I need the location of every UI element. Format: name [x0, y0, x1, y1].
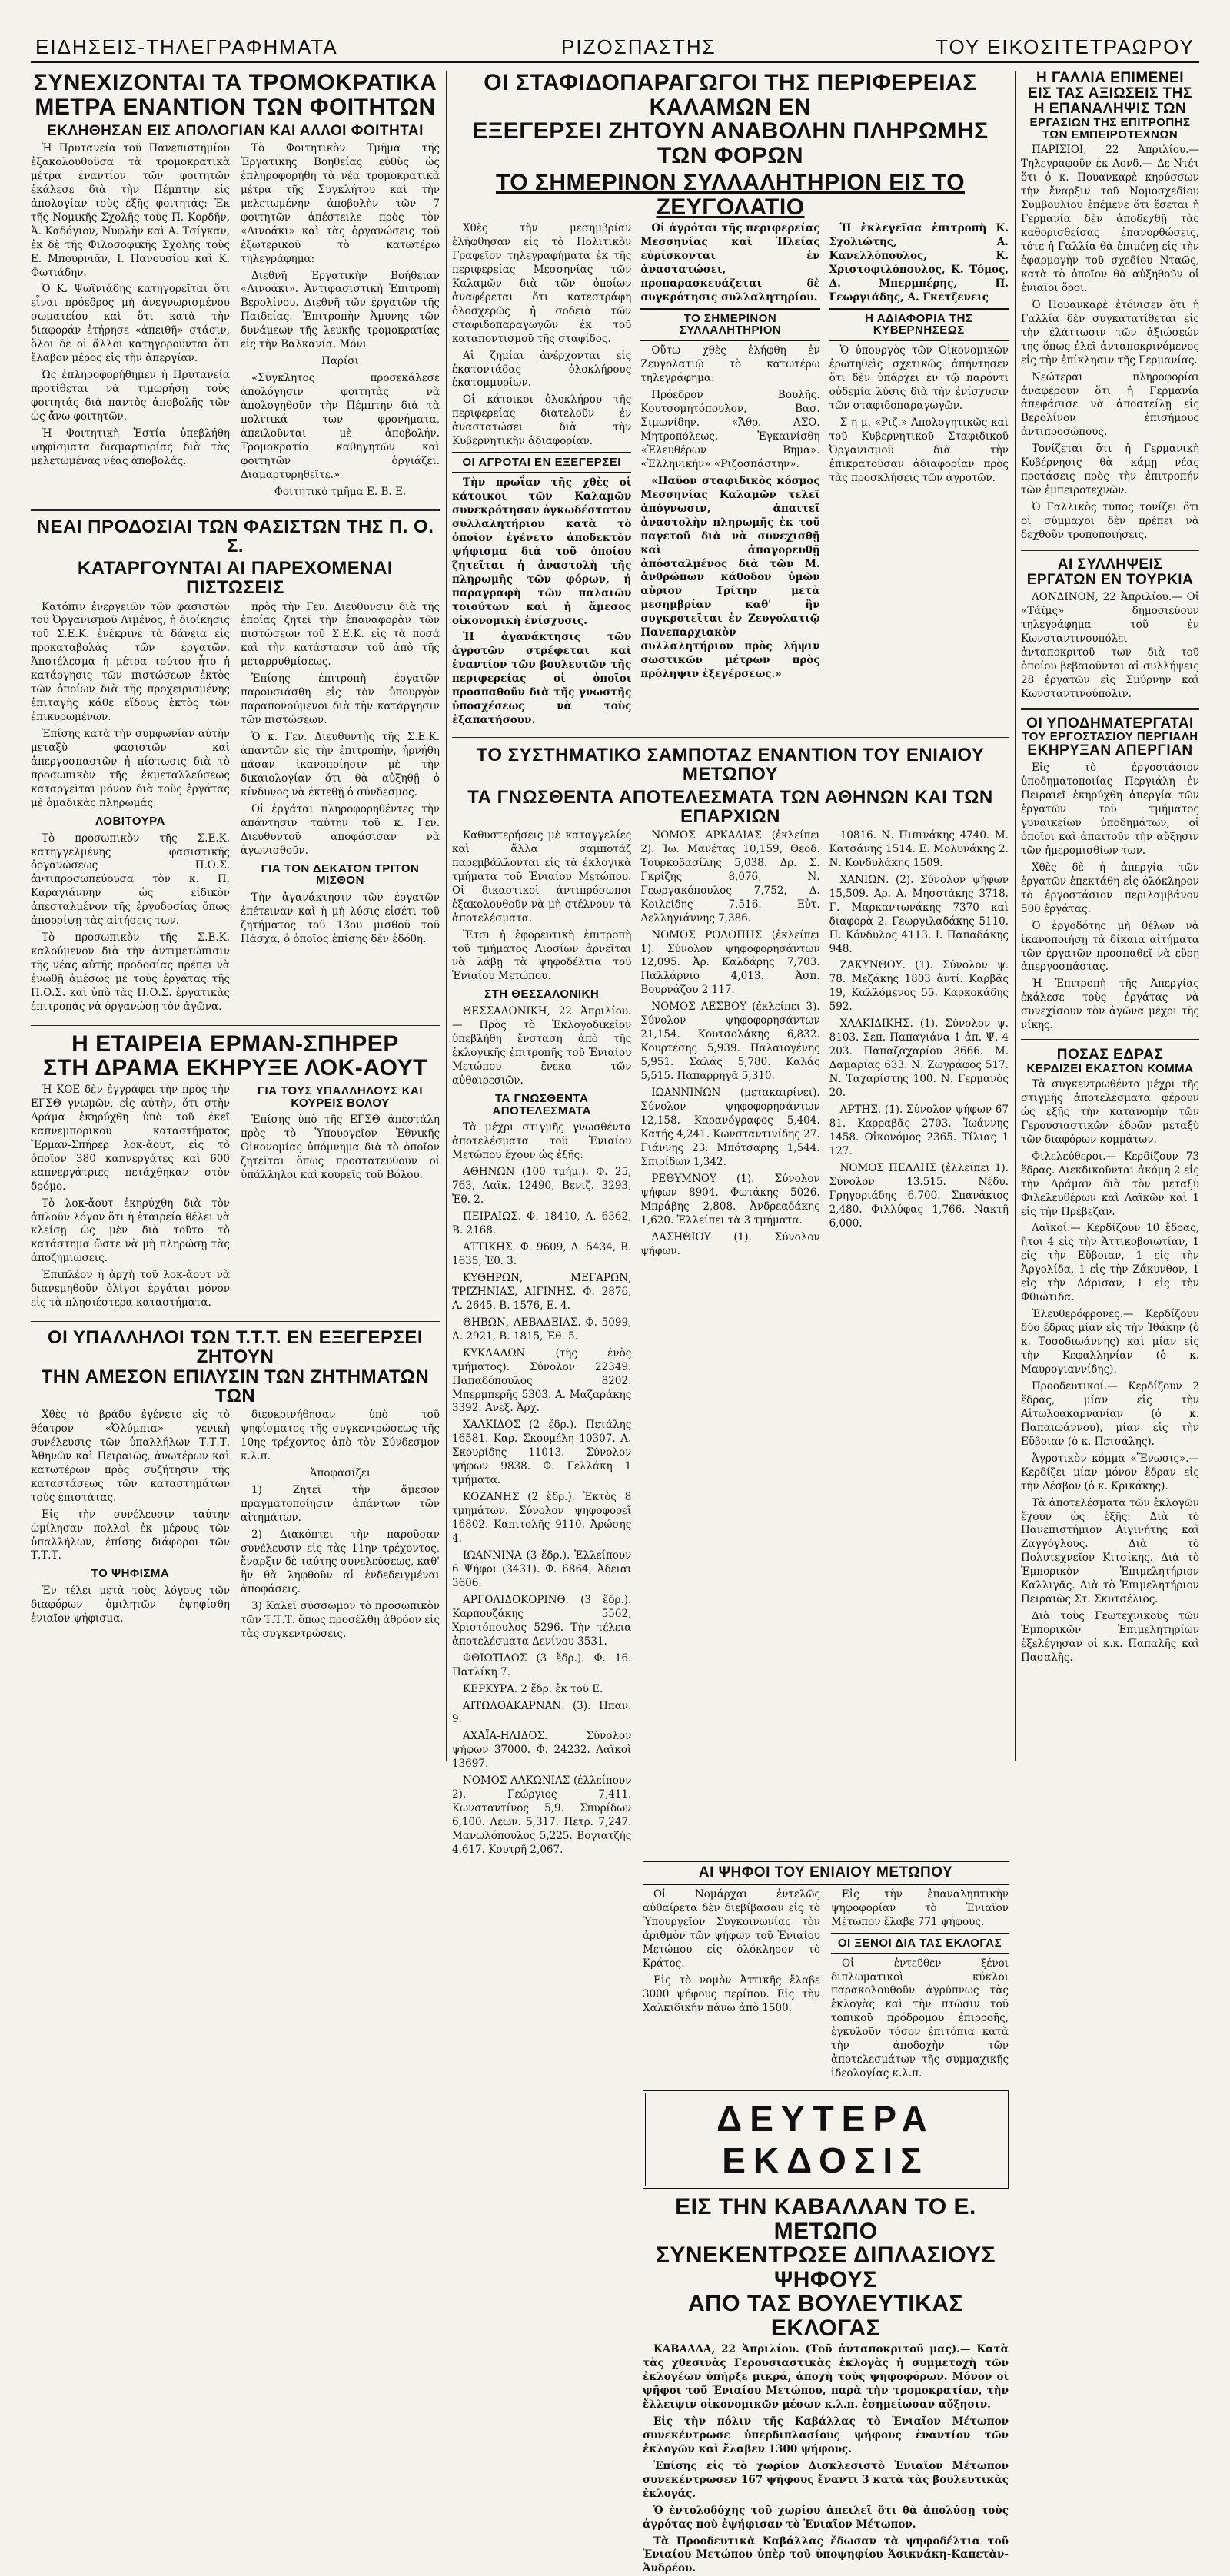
article-text: Τὴν πρωΐαν τῆς χθὲς οἱ κάτοικοι τῶν Καλαμῶν συνεκρότησαν ὁγκωδέστατον συλλαλητήριον κατὰ τὸ ὁποῖον ἐγένετο ἀποδεκτὸν ψήφισμα διὰ τοῦ ὁποίου ζητεῖται ἡ ἀναστολὴ τῆς πληρωμῆς τῶν φόρων, ἡ παραγραφὴ τῶν παλαιῶν τοιούτων καὶ ἡ ἄμεσος οἰκονομικὴ ἐνίσχυσις.	[452, 476, 632, 627]
headline: ΚΑΤΑΡΓΟΥΝΤΑΙ ΑΙ ΠΑΡΕΧΟΜΕΝΑΙ ΠΙΣΤΩΣΕΙΣ	[77, 558, 394, 599]
article-ttt-employees	[31, 1328, 440, 1645]
article-student-measures	[31, 71, 440, 503]
result-row: ΚΥΘΗΡΩΝ, ΜΕΓΑΡΩΝ, ΤΡΙΖΗΝΙΑΣ, ΑΙΓΙΝΗΣ. Φ. 2876, Λ. 2645, Β. 1576, Ε. 4.	[452, 1271, 632, 1312]
result-row: ΘΗΒΩΝ, ΛΕΒΑΔΕΙΑΣ. Φ. 5099, Λ. 2921, Β. 1815, Ἐθ. 5.	[452, 1316, 632, 1343]
article-text: Λαϊκοί.— Κερδίζουν 10 ἕδρας, ἤτοι 4 εἰς τὴν Ἀττικοβοιωτίαν, 1 εἰς τὴν Εὔβοιαν, 1 εἰς τὴν Ἀργολίδα, 1 εἰς τὴν Ζάκυνθον, 1 εἰς τὴν Λάρισαν, 1 εἰς τὴν Φθιώτιδα.	[1021, 1222, 1199, 1304]
article-text: Ἡ Ἐπιτροπὴ τῆς Ἀπεργίας ἐκάλεσε τοὺς ἐργάτας νὰ συνεχίσουν τὸν ἀγῶνα μέχρι τῆς νίκης.	[1021, 978, 1199, 1032]
article-text: Εἰς τὴν ἐπαναληπτικὴν ψηφοφορίαν τὸ Ἑνιαῖον Μέτωπον ἔλαβε 771 ψήφους.	[831, 1887, 1009, 1928]
headline: ΤΗΝ ΑΜΕΣΟΝ ΕΠΙΛΥΣΙΝ ΤΩΝ ΖΗΤΗΜΑΤΩΝ ΤΩΝ	[41, 1366, 430, 1406]
subheadline: ΓΙΑ ΤΟΝ ΔΕΚΑΤΟΝ ΤΡΙΤΟΝ ΜΙΣΘΟΝ	[261, 861, 420, 888]
result-row: ΚΟΖΑΝΗΣ (2 ἕδρ.). Ἐκτὸς 8 τμημάτων. Σύνολον ψηφοφορεῖ 16802. Καπιτολῆς 9110. Ἀρώσης 4.	[452, 1491, 632, 1545]
article-text: Νεώτεραι πληροφορίαι ἀναφέρουν ὅτι ἡ Γερμανία ἀπεφάσισε νὰ ἀποστείλῃ εἰς Βερολίνον ἐπισήμους ἀντιπροσώπους.	[1021, 370, 1199, 439]
article-text: πρὸς τὴν Γεν. Διεύθυνσιν διὰ τῆς ἐποίας ζητεῖ τὴν ἐπαναφορὰν τῶν πιστώσεων τοῦ Σ.Ε.Κ. εἰς τὰ ποσά καὶ τὴν κατάστασιν τοῦ ἀπὸ τῆς μεταρρυθμίσεως.	[241, 600, 440, 669]
result-row: ΑΧΑΪΑ-ΗΛΙΔΟΣ. Σύνολον ψήφων 37000. Φ. 24232. Λαϊκοὶ 13697.	[452, 1730, 632, 1771]
divider	[1021, 549, 1199, 551]
article-raisin-growers	[452, 71, 1009, 731]
result-row: ΑΙΤΩΛΟΑΚΑΡΝΑΝ. (3). Ππαν. 9.	[452, 1699, 632, 1726]
article-text: Οἱ Νομάρχαι ἐντελῶς αὐθαίρετα δὲν διεβίβασαν εἰς τὸ Ὑπουργεῖον Συγκοινωνίας τὸν ἀριθμὸν τῶν ψήφων τοῦ Ἑνιαίου Μετώπου εἰς ὁλόκληρον τὸ Κράτος.	[643, 1887, 820, 1970]
article-text: Αἱ ζημίαι ἀνέρχονται εἰς ἑκατοντάδας ὁλοκλήρους ἑκατομμυρίων.	[452, 349, 632, 390]
headline: ΟΙ ΥΠΑΛΛΗΛΟΙ ΤΩΝ Τ.Τ.Τ. ΕΝ ΕΞΕΓΕΡΣΕΙ ΖΗΤΟΥΝ	[47, 1327, 424, 1368]
article-signature: Φοιτητικὸ τμῆμα Ε. Β. Ε.	[274, 485, 407, 498]
result-row: ΙΩΑΝΝΙΝΑ (3 ἕδρ.). Ἐλλείπουν 6 Ψήφοι (3431). Φ. 6864, Ἀδειαι 3606.	[452, 1549, 632, 1589]
article-text: Παρίσι	[321, 355, 359, 368]
article-text: ΘΕΣΣΑΛΟΝΙΚΗ, 22 Ἀπριλίου.— Πρὸς τὸ Ἐκλογοδικεῖον ὑπεβλήθη ἔνσταση ἀπὸ τῆς ἐκλογικῆς ἐπιτροπῆς τοῦ Ἑνιαίου Μετώπου ἕνεκα τῶν αὐθαιρεσιῶν.	[452, 1005, 632, 1087]
headline: ΤΟ ΣΥΣΤΗΜΑΤΙΚΟ ΣΑΜΠΟΤΑΖ ΕΝΑΝΤΙΟΝ ΤΟΥ ΕΝΙΑΙΟΥ ΜΕΤΩΠΟΥ	[476, 745, 985, 785]
column-center	[452, 70, 1009, 2575]
subheadline: ΣΤΗ ΘΕΣΣΑΛΟΝΙΚΗ	[484, 988, 600, 1001]
subheadline: ΕΚΛΗΘΗΣΑΝ ΕΙΣ ΑΠΟΛΟΓΙΑΝ ΚΑΙ ΑΛΛΟΙ ΦΟΙΤΗΤΑΙ	[47, 123, 424, 139]
article-text: Ἡ Πρυτανεία τοῦ Πανεπιστημίου ἐξακολουθοῦσα τὰ τρομοκρατικὰ μέτρα ἐναντίον τῶν φοιτητῶν ἐκάλεσε διὰ τὴν Πέμπτην εἰς ἀπολογίαν τοὺς ἑξῆς φοιτητάς: Ἐκ τῆς Νομικῆς Σχολῆς τοὺς Π. Κορδῆν, Ἀ. Καδόγιον, Νυφλὴν καὶ Α. Τσίγκαν, ἐκ δὲ τῆς Φιλοσοφικῆς Σχολῆς τοὺς Ε. Μπουρνιᾶν, Ι. Πανουσίου καὶ Κ. Φωτιάδην.	[31, 141, 230, 279]
result-row: ΧΑΛΚΙΔΙΚΗΣ. (1). Σύνολον ψ. 8103. Σεπ. Παπαγιάνα 1 ἀπ. Ψ. 4 203. Παπαζαχαρίου 3666. Μ. Δαμαρίας 633. Ν. Ζωγράφος 517. Ν. Ταχαρίστης 100. Ν. Γερμανὸς 20.	[829, 1017, 1009, 1100]
article-shoemakers-strike	[1021, 716, 1199, 1034]
result-row: ΑΘΗΝΩΝ (100 τμήμ.). Φ. 25, 763, Λαϊκ. 12490, Βενιζ. 3293, Ἐθ. 2.	[452, 1166, 632, 1207]
article-text: Τὸ προσωπικὸν τῆς Σ.Ε.Κ. καλούμενον διὰ τὴν ἀντιμετώπισιν τῆς νέας αὐτῆς προδοσίας πρέπει νὰ ἐνωθῇ ἀμέσως μὲ τοὺς ἐργάτας τῆς Π.Ο.Σ. καὶ ὑπὸ τὰς Π.Ο.Σ. ἐργατικὰς ἐπιτροπὰς νὰ ὀργανώσῃ τὸν ἀγῶνα.	[31, 931, 230, 1013]
article-lockout	[31, 1032, 440, 1313]
article-text: ΛΟΝΔΙΝΟΝ, 22 Ἀπριλίου.— Οἱ «Τάϊμς» δημοσιεύουν τηλεγράφημα τοῦ ἐν Κωνσταντινουπόλει ἀνταποκριτοῦ των διὰ τοῦ ὁποίου βεβαιοῦνται αἱ συλλήψεις 28 ἐργατῶν εἰς Σμύρνην καὶ Κωνσταντινούπολιν.	[1021, 590, 1199, 700]
headline: ΤΟΥ ΕΡΓΟΣΤΑΣΙΟΥ ΠΕΡΓΙΑΛΗ	[1022, 730, 1198, 744]
headline: ΕΞΕΓΕΡΣΕΙ ΖΗΤΟΥΝ ΑΝΑΒΟΛΗΝ ΠΛΗΡΩΜΗΣ ΤΩΝ ΦΟΡΩΝ	[472, 118, 989, 168]
column-rule	[1015, 71, 1016, 1761]
subheadline: ΟΙ ΑΓΡΟΤΑΙ ΕΝ ΕΞΕΓΕΡΣΕΙ	[452, 452, 631, 473]
subheadline: ΓΙΑ ΤΟΥΣ ΥΠΑΛΛΗΛΟΥΣ ΚΑΙ ΚΟΥΡΕΙΣ ΒΟΛΟΥ	[257, 1084, 424, 1110]
headline: ΝΕΑΙ ΠΡΟΔΟΣΙΑΙ ΤΩΝ ΦΑΣΙΣΤΩΝ ΤΗΣ Π. Ο. Σ.	[36, 516, 434, 556]
article-text: Ὁ Πουανκαρὲ ἐτόνισεν ὅτι ἡ Γαλλία δὲν συγκατατίθεται εἰς τὴν ἐλάττωσιν τῶν ἀξιώσεών της ὅπως ἐλεῖ ἀνταποκρινόμενος εἰς τὴν ἐπίκλησιν τῆς Γερμανίας.	[1021, 298, 1199, 367]
article-text: Χθὲς δὲ ἡ ἀπεργία τῶν ἐργατῶν ἐπεκτάθη εἰς ὁλόκληρον τὸ ἐργοστάσιον περιλαμβάνον 500 ἐργάτας.	[1021, 861, 1199, 915]
article-text: «Παῦον σταφιδικὸς κόσμος Μεσσηνίας Καλαμῶν τελεῖ ἀπόγνωσιν, ἀπαιτεῖ ἀναστολὴν πληρωμῆς ἐκ τοῦ παγετοῦ διὰ νὰ συνεχισθῇ καὶ ἀπαγορευθῇ ἀπόσταλμένος διὰ τῶν Μ. ἀνθρώπων κάθοδον ὑμῶν αὔριον Τρίτην μετὰ μεσημβρίαν καθ' ἣν συγκροτεῖται ἐν Ζευγολατιῷ Πανεπαρχιακὸν συλλαλητήριον πρὸς λῆψιν σωστικῶν μέτρων πρὸς πρόληψιν ἐξεγέρσεως.»	[640, 474, 820, 681]
article-text: Τονίζεται ὅτι ἡ Γερμανικὴ Κυβέρνησις θὰ κάμῃ νέας προτάσεις πρὸς τὴν ἐπιτροπήν τῶν ἐμπειροτεχνῶν.	[1021, 443, 1199, 497]
article-text: Τὰ ἀποτελέσματα τῶν ἐκλογῶν ἔχουν ὡς ἑξῆς: Διὰ τὸ Πανεπιστήμιον Αἰγινήτης καὶ Ζαγγόγλους. Διὰ τὸ Πολυτεχνεῖον Κιτσίκης. Διὰ τὸ Ἐμπορικὸν Ἐπιμελητήριον Καλλιγᾶς. Διὰ τὸ Ἐπιμελητήριον Πειραιῶς Στ. Σκυτσέλιος.	[1021, 1496, 1199, 1606]
headline: ΤΑ ΓΝΩΣΘΕΝΤΑ ΑΠΟΤΕΛΕΣΜΑΤΑ ΤΩΝ ΑΘΗΝΩΝ ΚΑΙ ΤΩΝ ΕΠΑΡΧΙΩΝ	[467, 786, 993, 827]
result-row: ΖΑΚΥΝΘΟΥ. (1). Σύνολον ψ. 78. Μεζάκης 1803 ἀντί. Καρβᾶς 19, Καλλόμενος 55. Καρκοκάδης 592.	[829, 959, 1009, 1014]
divider	[1021, 1039, 1199, 1041]
article-text: Ὁ Γαλλικὸς τύπος τονίζει ὅτι οἱ σύμμαχοι δὲν πρέπει νὰ δεχθοῦν τροποποιήσεις.	[1021, 501, 1199, 542]
article-text: Ὁ ἐργοδότης μὴ θέλων νὰ ἱκανοποιήσῃ τὰ δίκαια αἰτήματα τῶν ἐργατῶν προσπαθεῖ νὰ εὕρῃ ἀπεργοσπάστας.	[1021, 919, 1199, 974]
result-row: ΙΩΑΝΝΙΝΩΝ (μετακαιρίνει). Σύνολον ψηφοφορησάντων 12,158. Καρανόγραφος 5,404. Κατής 4,241. Κωνσταντινίδης 27. Γιάννης 23. Μπότσαρης 1,544. Σπιρίδων 1,342.	[640, 1087, 820, 1168]
article-text: 1) Ζητεῖ τὴν ἄμεσον πραγματοποίησιν ἁπάντων τῶν αἰτημάτων.	[241, 1483, 440, 1524]
result-row: ΑΡΤΗΣ. (1). Σύνολον ψήφων 67 81. Καρραβᾶς 2703. Ἰωάννης 1458. Οἰκονόμος 2365. Τίλιας 1 127.	[829, 1104, 1009, 1157]
article-text: Ἔτσι ἡ ἐφορευτικὴ ἐπιτροπὴ τοῦ τμήματος Λιοσίων ἀρνεῖται νὰ λάβῃ τὰ ψηφοδέλτια τοῦ Ἑνιαίου Μετώπου.	[452, 928, 632, 983]
newspaper-name: ΡΙΖΟΣΠΑΣΤΗΣ	[561, 35, 716, 58]
article-text: Πρόεδρον Βουλῆς. Κουτσομητόπουλον, Βασ. Σιμωνίδην. «Ἄθρ. ΑΣΟ. Μητροπόλεως. Ἐγκαινίσθη «Ἐλευθέρων Βημα». «Ἑλληνικήν» «Ριζοσπάστην».	[640, 389, 820, 470]
subheadline: ΛΟΒΙΤΟΥΡΑ	[95, 814, 165, 828]
headline: ΣΤΗ ΔΡΑΜΑ ΕΚΗΡΥΞΕ ΛΟΚ-ΑΟΥΤ	[42, 1055, 427, 1081]
divider	[31, 1320, 440, 1322]
subheadline: ΑΙ ΨΗΦΟΙ ΤΟΥ ΕΝΙΑΙΟΥ ΜΕΤΩΠΟΥ	[643, 1861, 1009, 1885]
article-text: Τὰ μέχρι στιγμῆς γνωσθέντα ἀποτελέσματα τοῦ Ἑνιαίου Μετώπου ἔχουν ὡς ἑξῆς:	[452, 1121, 632, 1162]
article-text: Ὡς ἐπληροφορήθημεν ἡ Πρυτανεία προτίθεται νὰ τιμωρήσῃ τοὺς φοιτητάς διὰ παντὸς ἀποβολῆς τῶν ὡς ἄνω φοιτητῶν.	[31, 369, 230, 423]
article-text: Ἐπίσης ἐπιτροπὴ ἐργατῶν παρουσιάσθη εἰς τὸν ὑπουργὸν παραπονούμενοι διὰ τὴν κατάργησιν τῶν πιστώσεων.	[241, 672, 440, 727]
article-text: Οὕτω χθὲς ἐλήφθη ἐν Ζευγολατιῷ τὸ κατωτέρω τηλεγράφημα:	[640, 344, 820, 385]
article-text: Καθυστερήσεις μὲ καταγγελίες καὶ ἄλλα σαμποτάζ παρεμβάλλονται εἰς τὰ ἐκλογικὰ τμήματα τοῦ Ἑνιαίου Μετώπου. Οἱ δικαστικοὶ ἀντιπρόσωποι ἐξακολουθοῦν νὰ μὴ στέλνουν τὰ ἀποτελέσματα.	[452, 828, 632, 925]
article-text: Ἐπίσης ὑπὸ τῆς ΕΓΣΘ ἀπεστάλη πρὸς τὸ Ὑπουργεῖον Ἐθνικῆς Οἰκονομίας ὑπόμνημα διὰ τὸ ὁποῖον ζητεῖται ὅπως προστατευθοῦν οἱ ὑπάλληλοι καὶ κουρεῖς τοῦ Βόλου.	[241, 1114, 440, 1182]
article-text: Διὰ τοὺς Γεωτεχνικοὺς τῶν Ἐμπορικῶν Ἐπιμελητηρίων ἐξελέγησαν οἱ κ.κ. Παπαλῆς καὶ Πασαλῆς.	[1021, 1610, 1199, 1665]
article-text: Κατόπιν ἐνεργειῶν τῶν φασιστῶν τοῦ Ὀργανισμοῦ Λιμένος, ἡ διοίκησις τοῦ Σ.Ε.Κ. ἐνέκρινε τὰ δάνεια εἰς προκαταβολὰς τῶν ἐργατῶν. Ἀποτέλεσμα ἡ μέτρα τούτου ἦτο ἡ κατάργησις τῶν πιστώσεων ἐκτὸς τῶν ὁποίων διὰ τῆς προχειρισμένης ἐπιταγῆς κάθε εἴδους ἐκτὸς τῶν ἐπικυρωμένων.	[31, 600, 230, 724]
article-text: Ὁ ἐντολοδόχης τοῦ χωρίου ἀπειλεῖ ὅτι θὰ ἀπολύσῃ τοὺς ἀγρότας ποὺ ἐψήφισαν τὸ Ἑνιαῖον Μέτωπον.	[643, 2504, 1009, 2531]
article-text: Τὰ συγκεντρωθέντα μέχρι τῆς στιγμῆς ἀποτελέσματα φέρουν ὡς ἑξῆς τὴν κατανομὴν τῶν Γερουσιαστικῶν ἑδρῶν μεταξὺ τῶν διαφόρων κομμάτων.	[1021, 1077, 1199, 1146]
headline: ΣΥΝΕΧΙΖΟΝΤΑΙ ΤΑ ΤΡΟΜΟΚΡΑΤΙΚΑ	[33, 70, 437, 95]
article-text: Ἡ Φοιτητικὴ Ἐστία ὑπεβλήθη ψηφίσματα διαμαρτυρίας διὰ τὰς μελετωμένας νέας ἀποβολάς.	[31, 427, 230, 467]
headline: ΜΕΤΡΑ ΕΝΑΝΤΙΟΝ ΤΩΝ ΦΟΙΤΗΤΩΝ	[35, 94, 436, 120]
result-row: ΦΘΙΩΤΙΔΟΣ (3 ἕδρ.). Φ. 16. Πατλίκη 7.	[452, 1651, 632, 1678]
article-text: Εἰς τὸ ἐργοστάσιον ὑποδηματοποιίας Περγιάλη ἐν Πειραιεῖ ἐκηρύχθη ἀπεργία τῶν ἐργατῶν τοῦ τμήματος γυναικείων ὑποδημάτων, οἱ ὁποῖοι καὶ ἀπαιτοῦν τὴν αὔξησιν τῶν ἡμερομισθίων των.	[1021, 762, 1199, 857]
article-text: Ἐπίσης εἰς τὸ χωρίον Δισκλεσιστὸ Ἑνιαῖον Μέτωπον συνεκέντρωσεν 167 ψήφους ἔναντι 3 κατὰ τὰς βουλευτικὰς ἐκλογάς.	[643, 2459, 1009, 2500]
column-left	[31, 71, 440, 1761]
result-row: ΛΑΣΗΘΙΟΥ (1). Σύνολον ψήφων.	[640, 1230, 820, 1257]
article-text: Ἀγροτικὸν κόμμα «Ἕνωσις».— Κερδίζει μίαν μόνον ἕδραν εἰς τὴν Λέσβον (ὁ κ. Κρικάκης).	[1021, 1452, 1199, 1492]
divider	[31, 1024, 440, 1026]
result-row: 10816. Ν. Πιπινάκης 4740. Μ. Κατσάνης 1514. Ε. Μολυνάκης 2. Ν. Κονδυλάκης 1509.	[829, 828, 1009, 869]
article-text: Ἡ ΚΟΕ δὲν ἐγγράφει τὴν πρὸς τὴν ΕΓΣΘ γνωμῶν, εἰς αὐτὴν, ὅτι στὴν Δράμα ἐκηρύχθη ὑπὸ τοῦ ἐκεῖ καπνεμπορικοῦ καταστήματος Ἕρμαν-Σπήρερ λοκ-ἄουτ, εἰς τὸ ὁποῖον 380 καπνεργάτες καὶ 600 καπνεργάτριες πετάχθηκαν στὸν δρόμο.	[31, 1083, 230, 1193]
result-row: ΑΤΤΙΚΗΣ. Φ. 9609, Λ. 5434, Β. 1635, Ἐθ. 3.	[452, 1240, 632, 1267]
article-text: 2) Διακόπτει τὴν παροῦσαν συνέλευσιν εἰς τὰς 11ην τρέχοντος, ἔναρξιν δὲ ταύτης συνελεύσεως, καθ' ἣν θὰ ληφθοῦν αἱ ἐνδεδειγμέναι ἀποφάσεις.	[241, 1528, 440, 1596]
article-text: Οἱ ἀγρόται τῆς περιφερείας Μεσσηνίας καὶ Ἠλείας εὑρίσκονται ἐν ἀναστατώσει, προπαρασκευάζεται δὲ συγκρότησις συλλαλητηρίου.	[640, 222, 820, 304]
headline: ΕΚΗΡΥΞΑΝ ΑΠΕΡΓΙΑΝ	[1027, 742, 1193, 759]
article-text: Τὸ Φοιτητικὸν Τμῆμα τῆς Ἐργατικῆς Βοηθείας εὐθὺς ὡς ἐπληροφορήθη τὰ νέα τρομοκρατικὰ μέτρα τῆς Συγκλήτου καὶ τὴν μελετωμένην ἀποβολὴν τῶν 7 φοιτητῶν ἀπέστειλε πρὸς τὸν «Λινοάκι» καὶ τὰς ὀργανώσεις τοῦ ἐξωτερικοῦ τὸ κατωτέρω τηλεγράφημα:	[241, 141, 440, 265]
headline: ΟΙ ΥΠΟΔΗΜΑΤΕΡΓΑΤΑΙ	[1026, 715, 1194, 732]
article-text: Σ η μ. «Ριζ.» Ἀπολογητικῶς καὶ τοῦ Κυβερνητικοῦ Σταφιδικοῦ Ὀργανισμοῦ διὰ τὴν ἐπικρατοῦσαν ἀδιαφορίαν πρὸς τὰς προσκλήσεις τῶν ἀγροτῶν.	[829, 416, 1009, 484]
article-turkey-arrests	[1021, 557, 1199, 702]
headline: ΕΡΓΑΣΙΩΝ ΤΗΣ ΕΠΙΤΡΟΠΗΣ	[1029, 115, 1191, 129]
headline: ΑΠΟ ΤΑΣ ΒΟΥΛΕΥΤΙΚΑΣ ΕΚΛΟΓΑΣ	[687, 2291, 964, 2341]
article-text: Οἱ κάτοικοι ὁλοκλήρου τῆς περιφερείας διατελοῦν ἐν ἀναστατώσει διὰ τὴν Κυβερνητικὴν ἀδιαφορίαν.	[452, 393, 632, 448]
article-election-results	[452, 745, 1009, 2576]
article-text: ΠΑΡΙΣΙΟΙ, 22 Ἀπριλίου.— Τηλεγραφοῦν ἐκ Λονδ.— Δε-Ντέτ ὅτι ὁ κ. Πουανκαρὲ κηρύσσων τὴν ἔναρξιν τοῦ Νομοσχεδίου Συμβουλίου ἐπέμενε ὅτι ἔσεται ἡ Γερμανία δὲν ἀποδεχθῇ τὰς καθορισθείσας ἐπανορθώσεις, τότε ἡ Γαλλία θὰ ἐπιμένῃ εἰς τὴν ἐφαρμογὴν τοῦ σχεδίου Νταῶς, κατὰ τὸ ὁποῖον θὰ αὐξηθοῦν οἱ ἐνιαῖοι ὅροι.	[1021, 144, 1199, 294]
result-row: ΚΕΡΚΥΡΑ. 2 ἕδρ. ἐκ τοῦ Ε.	[463, 1682, 603, 1695]
subheadline: ΟΙ ΞΕΝΟΙ ΔΙΑ ΤΑΣ ΕΚΛΟΓΑΣ	[831, 1933, 1009, 1954]
article-text: Ἡ ἀγανάκτησις τῶν ἀγροτῶν στρέφεται καὶ ἐναντίον τῶν βουλευτῶν τῆς περιφερείας οἱ ὁποῖοι προσπαθοῦν διὰ τῆς γνωστῆς ὑποσχέσεως νὰ τοὺς ἐξαπατήσουν.	[452, 631, 632, 727]
headline: ΤΩΝ ΕΜΠΕΙΡΟΤΕΧΝΩΝ	[1042, 128, 1178, 141]
headline: ΑΙ ΣΥΛΛΗΨΕΙΣ	[1057, 556, 1163, 573]
divider	[31, 509, 440, 511]
article-text: Τὸ λοκ-ἄουτ ἐκηρύχθη διὰ τὸν ἀπλοῦν λόγον ὅτι ἡ ἐταιρεία θέλει νὰ κλείσῃ ὡς μὲν διὰ τοῦτο τὸ κατάστημα ὥστε νὰ μὴ πληρώσῃ τὰς ἀποζημιώσεις.	[31, 1197, 230, 1265]
article-pos-fascists	[31, 517, 440, 1017]
article-text: Διεθνῆ Ἐργατικὴν Βοήθειαν «Λινοάκι». Ἀντιφασιστικὴ Ἐπιτροπὴ Βερολίνου. Διεθνῆ τῶν ἐργατῶν τῆς Παιδείας. Ἐπιτροπὴν Ἀμυνης τῶν δυνάμεων τῆς λευκῆς τρομοκρατίας εἰς τὴν Βαλκανία. Μόνι	[241, 269, 440, 351]
result-row: ΝΟΜΟΣ ΡΟΔΟΠΗΣ (ἐκλείπει 1). Σύνολον ψηφοφορησάντων 12,095. Ἀρ. Καλδάρης 7,703. Παλλάρνιο 4,013. Ἀσπ. Βουρνάζου 2,117.	[640, 928, 820, 997]
headline: Η ΕΠΑΝΑΛΗΨΙΣ ΤΩΝ	[1033, 100, 1187, 117]
article-text: Εἰς τὴν πόλιν τῆς Καβάλλας τὸ Ἑνιαῖον Μέτωπον συνεκέντρωσε ὑπερδιπλασίους ψήφους ἐναντίον τῶν ἐκλογῶν καὶ ἔλαβεν 1300 ψήφους.	[643, 2415, 1009, 2455]
headline: ΣΥΝΕΚΕΝΤΡΩΣΕ ΔΙΠΛΑΣΙΟΥΣ ΨΗΦΟΥΣ	[655, 2242, 996, 2292]
article-text: Ἐν τέλει μετὰ τοὺς λόγους τῶν διαφόρων ὁμιλητῶν ἐψηφίσθη ἑνιαῖον ψήφισμα.	[31, 1585, 230, 1625]
article-text: Ἐλευθερόφρονες.— Κερδίζουν δύο ἕδρας μίαν εἰς τὴν Ἰθάκην (ὁ κ. Τοσοδιωάννης) καὶ μίαν εἰς τὴν Κεφαλληνίαν (ὁ κ. Μαυρογιαννίδης).	[1021, 1308, 1199, 1376]
article-text: Ἡ ἐκλεγεῖσα ἐπιτροπὴ Κ. Σχολιώτης, Α. Κανελλόπουλος, Κ. Χριστοφιλόπουλος, Κ. Τόμος, Δ. Μπερμπέρης, Π. Γεωργιάδης, Α. Γκετζενεις	[829, 222, 1009, 304]
article-text: «Σύγκλητος προσεκάλεσε ἀπολόγησιν φοιτητὰς νὰ ἀπολογηθοῦν τὴν Πέμπτην διὰ τὰ πολιτικά των φρονήματα, ἀπειλοῦνται μὲ ἀποβολήν. Τρομοκρατία καθηγητῶν καὶ φοιτητῶν ὀργιάζει. Διαμαρτυρηθεῖτε.»	[241, 372, 440, 481]
article-text: διευκρινήθησαν ὑπὸ τοῦ ψηφίσματος τῆς συγκεντρώσεως τῆς 10ης τρέχοντος ἀπὸ τὸν Σύνδεσμον κ.λ.π.	[241, 1408, 440, 1462]
column-right	[1021, 71, 1199, 1761]
column-rule	[446, 71, 447, 1761]
result-row: ΝΟΜΟΣ ΑΡΚΑΔΙΑΣ (ἐκλείπει 2). Ἰω. Μανέτας 10,159, Θεοδ. Τουρκοβασίλης 5,038. Δρ. Σ. Γκρίζης 8,076, Ν. Γεωργακόπουλος 7,752, Δ. Κοιλείδης 7,516. Εὐτ. Δελληγιάννης 7,386.	[640, 828, 820, 925]
headline: ΠΟΣΑΣ ΕΔΡΑΣ	[1056, 1047, 1164, 1064]
article-text: Ἐπιπλέον ἡ ἀρχὴ τοῦ λοκ-ἄουτ νὰ διανεμηθοῦν ὀλίγοι ἐργάται μόνον εἰς τὰ πλησιέστερα καταστήματα.	[31, 1269, 230, 1310]
article-text: Προοδευτικοί.— Κερδίζουν 2 ἕδρας, μίαν εἰς τὴν Αἰτωλοακαρνανίαν (ὁ κ. Παπαιωάννου), μίαν εἰς τὴν Εὔβοιαν (ὁ κ. Πετσάλης).	[1021, 1379, 1199, 1448]
headline: ΕΡΓΑΤΩΝ ΕΝ ΤΟΥΡΚΙΑ	[1026, 571, 1194, 588]
headline: ΤΟ ΣΗΜΕΡΙΝΟΝ ΣΥΛΛΑΛΗΤΗΡΙΟΝ ΕΙΣ ΤΟ ΖΕΥΓΟΛΑΤΙΟ	[495, 170, 966, 220]
article-text: Οἱ ἐργάται πληροφορηθέντες τὴν ἀπάντησιν ταύτην τοῦ κ. Γεν. Διευθυντοῦ ἀποφάσισαν νὰ ἀγωνισθοῦν.	[241, 802, 440, 857]
article-france	[1021, 71, 1199, 543]
article-text: Χθὲς τὸ βράδυ ἐγένετο εἰς τὸ θέατρον «Ὀλύμπια» γενικὴ συνέλευσις τῶν ὑπαλλήλων Τ.Τ.Τ. Ἀθηνῶν καὶ Πειραιῶς, ἀνωτέρων καὶ κατωτέρων πρὸς συζήτησιν τῆς καταστάσεως τῶν καταστημάτων τοὺς ἐπιστάτας.	[31, 1408, 230, 1504]
subheadline: ΤΟ ΣΗΜΕΡΙΝΟΝ ΣΥΛΛΑΛΗΤΗΡΙΟΝ	[640, 308, 819, 342]
article-text: Φιλελεύθεροι.— Κερδίζουν 73 ἕδρας. Διεκδικοῦνται ἀκόμη 2 εἰς τὴν Δράμαν διὰ τὸν μεταξὺ Φιλελευθέρων καὶ Λαϊκῶν καὶ 1 εἰς τὴν Πρέβεζαν.	[1021, 1150, 1199, 1218]
subheadline: ΤΟ ΨΗΦΙΣΜΑ	[91, 1567, 170, 1581]
article-text: Εἰς τὸ νομὸν Ἀττικῆς ἔλαβε 3000 ψήφους περίπου. Εἰς τὴν Χαλκιδικήν πάνω ἀπὸ 1500.	[643, 1973, 820, 2014]
headline: ΚΕΡΔΙΖΕΙ ΕΚΑΣΤΟΝ ΚΟΜΜΑ	[1026, 1062, 1194, 1076]
subheadline: Η ΑΔΙΑΦΟΡΙΑ ΤΗΣ ΚΥΒΕΡΝΗΣΕΩΣ	[829, 308, 1009, 342]
second-edition-banner: ΔΕΥΤΕΡΑ ΕΚΔΟΣΙΣ	[643, 2090, 1009, 2189]
article-text: Τὴν ἀγανάκτησιν τῶν ἐργατῶν ἐπέτειναν καὶ ἡ μὴ λύσις εἰσέτι τοῦ ζητήματος τοῦ 13ου μισθοῦ τοῦ Πάσχα, ὁ ὁποῖος ἐπίσης δὲν ἐδόθη.	[241, 891, 440, 946]
article-text: Ὁ κ. Γεν. Διευθυντὴς τῆς Σ.Ε.Κ. ἀπαντῶν εἰς τὴν ἐπιτροπὴν, ἠρνήθη πάσαν ἱκανοποίησιν μὲ τὴν δικαιολογίαν ὅτι θὰ αὐξηθῇ ὁ κίνδυνος νὰ ἐκτεθῇ ὁ σύνδεσμος.	[241, 731, 440, 798]
result-row: ΧΑΛΚΙΔΟΣ (2 ἕδρ.). Πετάλης 16581. Καρ. Σκουμέλη 10307. Α. Σκουρίδης 11013. Σύνολον ψήφων 9838. Φ. Γελλάκη 1 τμήματα.	[452, 1419, 632, 1487]
article-seats-per-party	[1021, 1047, 1199, 1665]
article-text: Ὁ ὑπουργὸς τῶν Οἰκονομικῶν ἐρωτηθεὶς σχετικῶς ἀπήντησεν ὅτι δὲν ὑπάρχει ἐν τῷ παρόντι οὐδεμία λύσις διὰ τὴν ἐνίσχυσιν τῶν σταφιδοπαραγωγῶν.	[829, 344, 1009, 413]
result-row: ΧΑΝΙΩΝ. (2). Σύνολον ψήφων 15,509. Ἀρ. Α. Μησοτάκης 3718. Γ. Μαρκαντωνάκης 7370 καὶ διαφορὰ 2. Γεωργιλαδάκης 5110. Π. Κόνδυλος 4113. Ι. Παπαδάκης 948.	[829, 873, 1009, 955]
article-text: Χθὲς τὴν μεσημβρίαν ἐλήφθησαν εἰς τὸ Πολιτικὸν Γραφεῖον τηλεγραφήματα ἐκ τῆς περιφερείας Μεσσηνίας τῶν Καλαμῶν διὰ τῶν ὁποίων ἀναφέρεται ὅτι κατεστράφη ὁλοσχερῶς ἡ σοδειὰ τῶν σταφιδοπαραγωγῶν ἐκ τοῦ καταποντισμοῦ τῆς σταφίδος.	[452, 222, 632, 345]
article-text: 3) Καλεῖ σύσσωμον τὸ προσωπικὸν τῶν Τ.Τ.Τ. ὅπως προσέλθῃ ἀθρόον εἰς τὰς συγκεντρώσεις.	[241, 1600, 440, 1641]
result-row: ΠΕΙΡΑΙΩΣ. Φ. 18410, Λ. 6362, Β. 2168.	[452, 1210, 632, 1237]
divider	[452, 737, 1009, 739]
section-label-right: ΤΟΥ ΕΙΚΟΣΙΤΕΤΡΑΩΡΟΥ	[936, 35, 1195, 58]
divider	[1021, 708, 1199, 710]
article-text: Ὁ Κ. Ψωϊνιάδης κατηγορεῖται ὅτι εἶναι πρόεδρος μὴ ἀνεγνωρισμένου σωματείου καὶ ὅτι κατὰ τὴν διαφοράν ἐτήρησε «ἀπειθῆ» στάσιν, ὅλοι δὲ οἱ ἄλλοι κατηγοροῦνται ὅτι ἔλαβον μέρος εἰς τὴν ἀπεργίαν.	[31, 283, 230, 365]
result-row: ΑΡΓΟΛΙΔΟΚΟΡΙΝΘ. (3 ἕδρ.). Καρπουζάκης 5562, Χριστόπουλος 5296. Τὴν τέλεια ἀποτελέσματα Δενίνου 3531.	[452, 1593, 632, 1648]
headline: Η ΕΤΑΙΡΕΙΑ ΕΡΜΑΝ-ΣΠΗΡΕΡ	[71, 1031, 399, 1057]
result-row: ΡΕΘΥΜΝΟΥ (1). Σύνολον ψήφων 8904. Φωτάκης 5026. Μπράβης 2,808. Ἀνδρεαδάκης 1,620. Ἐλλείπει τὰ 3 τμήματα.	[640, 1172, 820, 1227]
result-row: ΝΟΜΟΣ ΠΕΛΛΗΣ (ἐλλείπει 1). Σύνολον 13.515. Νέδυ. Γρηγοριάδης 6.700. Σπανάκιος 2,480. Φιλλύφας 1,766. Νακτῆ 6,000.	[829, 1161, 1009, 1230]
headline: ΟΙ ΣΤΑΦΙΔΟΠΑΡΑΓΩΓΟΙ ΤΗΣ ΠΕΡΙΦΕΡΕΙΑΣ ΚΑΛΑΜΩΝ ΕΝ	[484, 70, 977, 120]
headline: ΕΙΣ ΤΗΝ ΚΑΒΑΛΛΑΝ ΤΟ Ε. ΜΕΤΩΠΟ	[675, 2194, 976, 2244]
headline: ΕΙΣ ΤΑΣ ΑΞΙΩΣΕΙΣ ΤΗΣ	[1028, 85, 1192, 101]
article-text: Ἐπίσης κατὰ τὴν συμφωνίαν αὐτὴν μεταξὺ φασιστῶν καὶ ἀπεργοσπαστῶν ἡ πίστωσις διὰ τὸ προσωπικὸν τῆς ἐκμεταλλεύσεως καταργεῖται μόνον διὰ τοὺς ἐργάτας μὲ ὁμαδικὰς πληρωμάς.	[31, 728, 230, 809]
article-text: Οἱ ἐντεῦθεν ξένοι διπλωματικοὶ κύκλοι παρακολουθοῦν ἀγρύπνως τὰς ἐκλογὰς καὶ τὴν πτῶσιν τοῦ τοπικοῦ πρόδρομου ἐπιρροῆς, ἐγκυλοῦν τόσον ἐπιτόπια κατὰ τὴν ἀποδοχὴν τῶν ἀποτελεσμάτων τῆς συμμαχικῆς ἰδεολογίας κ.λ.π.	[831, 1957, 1009, 2080]
article-text: Τὰ Προοδευτικὰ Καβάλλας ἔδωσαν τὰ ψηφοδέλτια τοῦ Ἑνιαίου Μετώπου ὑπὲρ τοῦ ὑποψηφίου Ἀσικνάκη-Καπετὰν-Ἀνδρέου.	[643, 2535, 1009, 2575]
article-text: ΚΑΒΑΛΛΑ, 22 Ἀπριλίου. (Τοῦ ἀνταποκριτοῦ μας).— Κατὰ τὰς χθεσινὰς Γερουσιαστικὰς ἐκλογὰς ἡ συμμετοχὴ τῶν ἐκλογέων ὑπῆρξε μικρά, ἀποχὴ τοὺς ψηφοφόρων. Μόνον οἱ ψῆφοι τοῦ Ἑνιαίου Μετώπου, παρὰ τὴν τρομοκρατίαν, τὴν ἔλλειψιν οἰκονομικῶν μέσων κ.λ.π. ἐσημείωσαν αὔξησιν.	[643, 2343, 1009, 2411]
article-text: Τὸ προσωπικὸν τῆς Σ.Ε.Κ. κατηγγελμένης φασιστικῆς ὀργανώσεως Π.Ο.Σ. ἀντιπροσωπεύουσα τὸν κ. Π. Καραγιάννην ὡς εἰδικὸν ἀπεσταλμένον τῆς ἐργοδοσίας ὅπως ἀπορρίψῃ τὰς αἰτήσεις των.	[31, 832, 230, 928]
subheadline: ΤΑ ΓΝΩΣΘΕΝΤΑ ΑΠΟΤΕΛΕΣΜΑΤΑ	[492, 1091, 591, 1117]
running-head	[31, 31, 1199, 63]
article-text: Ἀποφασίζει	[309, 1466, 371, 1479]
result-row: ΝΟΜΟΣ ΛΑΚΩΝΙΑΣ (ἐλλείπουν 2). Γεώργιος 7,411. Κωνσταντίνος 5,9. Σπυρίδων 6,100. Λεων. 5,317. Πετρ. 7,247. Μανωλόπουλος 5,225. Βογιατζής 4,617. Κουτρῆ 2,067.	[452, 1774, 632, 1857]
result-row: ΚΥΚΛΑΔΩΝ (τῆς ἐνὸς τμήματος). Σύνολον 22349. Παπαδόπουλος 8202. Μπερμπερῆς 5303. Α. Μαζαράκης 3392. Ἀνεξ. Ἀρχ.	[452, 1346, 632, 1415]
result-row: ΝΟΜΟΣ ΛΕΣΒΟΥ (ἐκλείπει 3). Σύνολον ψηφοφορησάντων 21,154. Κουτσολάκης 6,832. Κουρτέσης 5,939. Παλαιογένης 5,951. Σαλάς 5,780. Καλάς 5,515. Παπαρρηγᾶ 5,310.	[640, 1001, 820, 1083]
headline: Η ΓΑΛΛΙΑ ΕΠΙΜΕΝΕΙ	[1036, 70, 1185, 86]
article-text: Εἰς τὴν συνέλευσιν ταύτην ὡμίλησαν πολλοὶ ἐκ μέρους τῶν ὑπαλλήλων, ἐπίσης διάφοροι τῶν Τ.Τ.Τ.	[31, 1508, 230, 1562]
section-label: ΕΙΔΗΣΕΙΣ-ΤΗΛΕΓΡΑΦΗΜΑΤΑ	[35, 35, 338, 58]
